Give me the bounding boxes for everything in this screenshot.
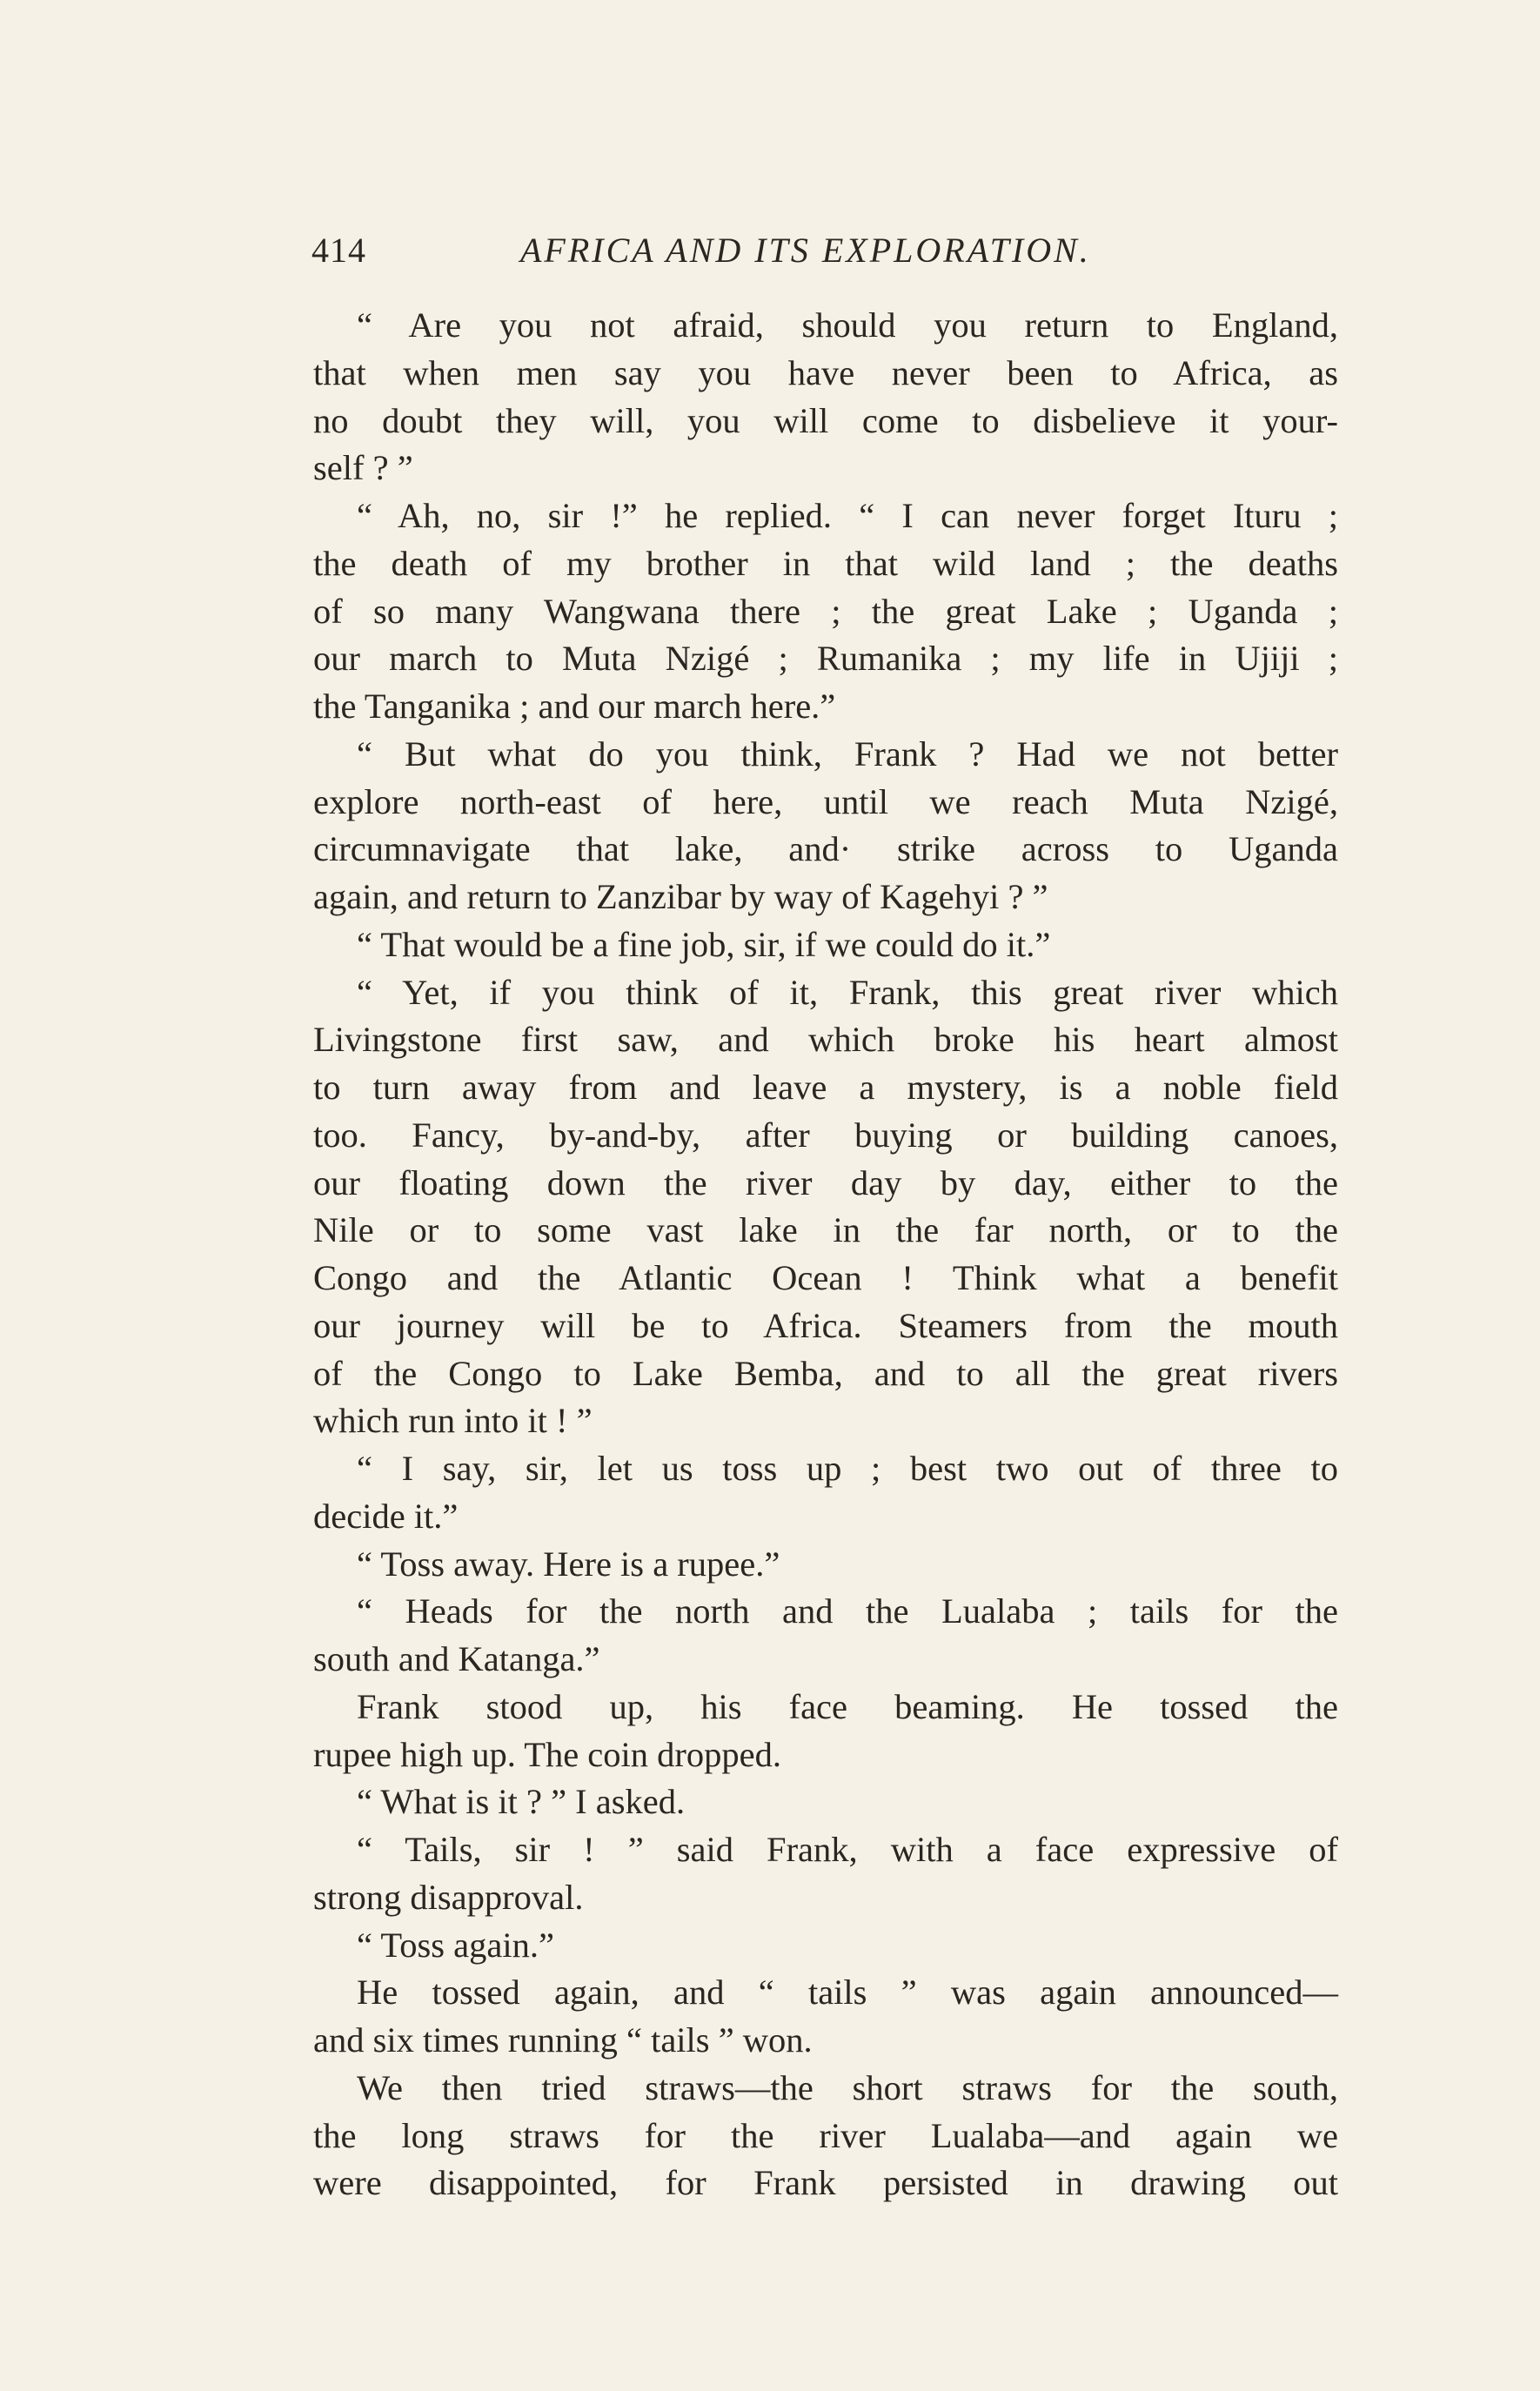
text-line: rupee high up. The coin dropped. [313, 1734, 781, 1774]
text-line: the Tanganika ; and our march here.” [313, 686, 836, 726]
text-line: “ But what do you think, Frank ? Had we not better [357, 733, 1338, 774]
text-line: “ That would be a fine job, sir, if we could do it.” [357, 924, 1051, 964]
text-line: our floating down the river day by day, either to the [313, 1162, 1338, 1202]
text-line: He tossed again, and “ tails ” was again announced— [357, 1972, 1338, 2013]
text-line: explore north-east of here, until we reach Muta Nzigé, [313, 781, 1338, 821]
text-line: We then tried straws—the short straws for the south, [357, 2067, 1338, 2107]
text-line: and six times running “ tails ” won. [313, 2020, 813, 2059]
running-title: AFRICA AND ITS EXPLORATION. [520, 231, 1091, 270]
text-line: “ Tails, sir ! ” said Frank, with a face expressive of [357, 1830, 1338, 1869]
text-line: Nile or to some vast lake in the far north, or to the [313, 1210, 1338, 1250]
text-line: strong disapproval. [313, 1877, 584, 1917]
text-line: “ I say, sir, let us toss up ; best two out of three to [357, 1449, 1338, 1488]
text-line: no doubt they will, you will come to disbelieve it your- [313, 400, 1338, 440]
text-line: “ Toss again.” [357, 1925, 554, 1965]
text-line: of the Congo to Lake Bemba, and to all the great rivers [313, 1353, 1338, 1393]
text-line: south and Katanga.” [313, 1639, 600, 1678]
text-line: “ Are you not afraid, should you return to England, [357, 305, 1338, 345]
page-number: 414 [311, 231, 366, 270]
text-line: Livingstone first saw, and which broke his heart almost [313, 1020, 1338, 1060]
text-line: self ? ” [313, 448, 413, 488]
text-line: our journey will be to Africa. Steamers from the mouth [313, 1305, 1338, 1345]
text-line: “ Heads for the north and the Lualaba ; tails for the [357, 1591, 1338, 1631]
text-line: our march to Muta Nzigé ; Rumanika ; my life in Ujiji ; [313, 639, 1338, 679]
text-line: Frank stood up, his face beaming. He tossed the [357, 1686, 1338, 1726]
text-line: again, and return to Zanzibar by way of Kagehyi ? ” [313, 877, 1048, 916]
text-line: circumnavigate that lake, and· strike across to Uganda [313, 829, 1338, 869]
text-line: “ Yet, if you think of it, Frank, this great river which [357, 972, 1338, 1012]
text-line: which run into it ! ” [313, 1401, 593, 1441]
text-line: “ Ah, no, sir !” he replied. “ I can never forget Ituru ; [357, 496, 1338, 535]
page-header [311, 224, 1338, 277]
text-line: decide it.” [313, 1496, 459, 1536]
text-line: were disappointed, for Frank persisted in drawing out [313, 2163, 1338, 2203]
body-text [313, 302, 1338, 2207]
text-line: Congo and the Atlantic Ocean ! Think what a benefit [313, 1258, 1338, 1297]
text-line: to turn away from and leave a mystery, is a noble field [313, 1068, 1338, 1107]
text-line: “ Toss away. Here is a rupee.” [357, 1544, 780, 1584]
text-line: that when men say you have never been to Africa, as [313, 352, 1338, 392]
text-line: the long straws for the river Lualaba—and again we [313, 2115, 1338, 2155]
text-line: the death of my brother in that wild land ; the deaths [313, 543, 1338, 583]
text-line: “ What is it ? ” I asked. [357, 1782, 686, 1822]
text-line: of so many Wangwana there ; the great Lake ; Uganda ; [313, 591, 1338, 631]
text-line: too. Fancy, by-and-by, after buying or building canoes, [313, 1115, 1338, 1155]
